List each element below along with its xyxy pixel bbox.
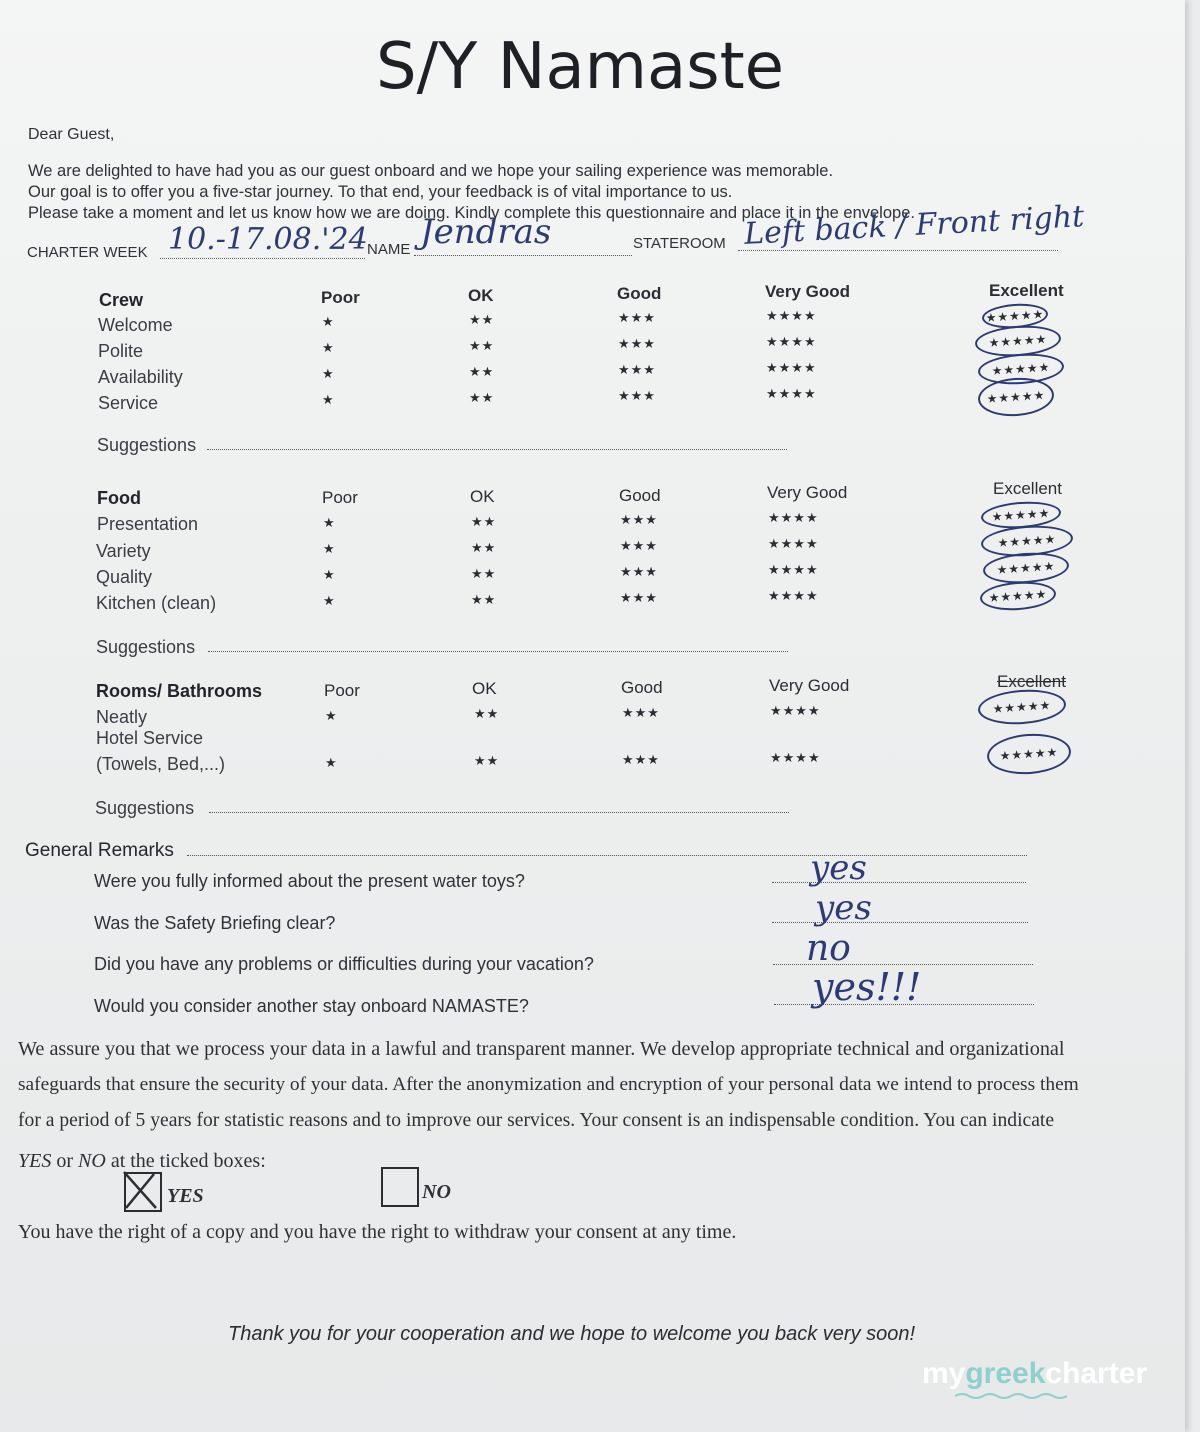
crew-suggestions-line[interactable] xyxy=(207,449,787,450)
rooms-neatly-excellent-circled[interactable]: ★★★★★ xyxy=(977,687,1067,727)
rooms-service-excellent-circled[interactable]: ★★★★★ xyxy=(986,731,1073,777)
rooms-neatly-poor[interactable]: ★ xyxy=(325,708,338,723)
rooms-neatly-good[interactable]: ★★★ xyxy=(622,705,660,720)
rooms-suggestions-label: Suggestions xyxy=(95,798,195,818)
crew-polite-ok[interactable]: ★★ xyxy=(469,338,495,353)
rooms-service-poor[interactable]: ★ xyxy=(325,755,338,770)
rooms-item-hotel-service: Hotel Service xyxy=(96,728,204,748)
name-label: NAME xyxy=(367,241,411,258)
food-variety-ok[interactable]: ★★ xyxy=(471,540,497,555)
crew-header-poor: Poor xyxy=(321,288,360,307)
rooms-header-poor: Poor xyxy=(324,681,360,700)
rooms-item-towels-bed: (Towels, Bed,...) xyxy=(96,754,226,774)
food-suggestions-line[interactable] xyxy=(208,651,788,652)
crew-item-service: Service xyxy=(98,393,159,413)
charter-week-field[interactable]: 10.-17.08.'24 xyxy=(168,222,368,257)
greeting: Dear Guest, xyxy=(28,126,115,143)
crew-welcome-good[interactable]: ★★★ xyxy=(618,310,656,325)
crew-polite-excellent-circled[interactable]: ★★★★★ xyxy=(974,323,1062,359)
wave-icon xyxy=(955,1392,1073,1400)
thank-you-message: Thank you for your cooperation and we hope to welcome you back very soon! xyxy=(228,1323,916,1345)
food-item-quality: Quality xyxy=(96,567,153,587)
privacy-line-2: safeguards that ensure the security of your data. After the anonymization and encryption of your personal data we intend to process them xyxy=(18,1074,1079,1095)
crew-item-welcome: Welcome xyxy=(98,315,173,335)
question-1-answer[interactable]: yes xyxy=(810,848,867,888)
food-quality-very-good[interactable]: ★★★★ xyxy=(768,562,819,577)
check-x-icon xyxy=(120,1168,160,1212)
consent-no-checkbox[interactable] xyxy=(381,1167,419,1207)
intro-line-2: Our goal is to offer you a five-star journey. To that end, your feedback is of vital importance to us. xyxy=(28,183,733,201)
question-2-text: Was the Safety Briefing clear? xyxy=(94,913,336,933)
crew-welcome-very-good[interactable]: ★★★★ xyxy=(766,308,817,323)
rooms-header-very-good: Very Good xyxy=(769,676,850,695)
crew-availability-poor[interactable]: ★ xyxy=(322,366,335,381)
food-presentation-good[interactable]: ★★★ xyxy=(620,512,658,527)
name-field[interactable]: Jendras xyxy=(420,212,552,252)
food-kitchen-good[interactable]: ★★★ xyxy=(620,590,658,605)
page-title: S/Y Namaste xyxy=(375,30,785,104)
rooms-neatly-ok[interactable]: ★★ xyxy=(474,706,500,721)
rooms-item-neatly: Neatly xyxy=(96,707,148,727)
crew-item-polite: Polite xyxy=(98,341,144,361)
crew-polite-good[interactable]: ★★★ xyxy=(618,336,656,351)
rooms-suggestions-line[interactable] xyxy=(209,812,789,813)
crew-service-poor[interactable]: ★ xyxy=(322,392,335,407)
crew-availability-very-good[interactable]: ★★★★ xyxy=(766,360,817,375)
rooms-header-good: Good xyxy=(621,678,663,697)
food-presentation-poor[interactable]: ★ xyxy=(323,515,336,530)
crew-availability-excellent-circled[interactable]: ★★★★★ xyxy=(977,351,1065,387)
consent-yes-checkbox[interactable] xyxy=(124,1172,162,1212)
rooms-header-excellent: Excellent xyxy=(997,672,1066,691)
intro-line-3: Please take a moment and let us know how we are doing. Kindly complete this questionnaire and place it in the envelope. xyxy=(28,204,915,222)
stateroom-field[interactable]: Left back / Front right xyxy=(743,199,1085,252)
crew-availability-good[interactable]: ★★★ xyxy=(618,362,656,377)
crew-header-excellent: Excellent xyxy=(989,281,1064,300)
crew-item-availability: Availability xyxy=(98,367,183,387)
crew-polite-very-good[interactable]: ★★★★ xyxy=(766,334,817,349)
food-header-ok: OK xyxy=(470,487,495,506)
food-kitchen-ok[interactable]: ★★ xyxy=(471,592,497,607)
crew-welcome-poor[interactable]: ★ xyxy=(322,314,335,329)
question-3-answer[interactable]: no xyxy=(806,928,851,969)
food-variety-excellent-circled[interactable]: ★★★★★ xyxy=(980,523,1074,559)
rooms-service-ok[interactable]: ★★ xyxy=(474,753,500,768)
section-food-title: Food xyxy=(97,488,141,508)
food-variety-very-good[interactable]: ★★★★ xyxy=(768,536,819,551)
question-4-answer[interactable]: yes!!! xyxy=(812,965,922,1009)
food-header-excellent: Excellent xyxy=(993,479,1062,498)
food-header-very-good: Very Good xyxy=(767,483,848,502)
stateroom-label: STATEROOM xyxy=(633,235,726,252)
food-item-variety: Variety xyxy=(96,541,151,561)
question-4-text: Would you consider another stay onboard NAMASTE? xyxy=(94,996,529,1016)
food-presentation-excellent-circled[interactable]: ★★★★★ xyxy=(980,499,1062,531)
food-quality-excellent-circled[interactable]: ★★★★★ xyxy=(982,550,1070,586)
crew-service-very-good[interactable]: ★★★★ xyxy=(766,386,817,401)
watermark-logo: mygreekcharter xyxy=(922,1357,1148,1390)
food-variety-poor[interactable]: ★ xyxy=(323,541,336,556)
intro-line-1: We are delighted to have had you as our guest onboard and we hope your sailing experience was memorable. xyxy=(28,162,834,180)
question-1-text: Were you fully informed about the present water toys? xyxy=(94,871,525,891)
crew-service-good[interactable]: ★★★ xyxy=(618,388,656,403)
question-2-answer[interactable]: yes xyxy=(815,888,872,928)
privacy-line-1: We assure you that we process your data in a lawful and transparent manner. We develop appropriate technical and organizational xyxy=(18,1038,1065,1060)
food-quality-poor[interactable]: ★ xyxy=(323,567,336,582)
charter-week-label: CHARTER WEEK xyxy=(27,244,148,261)
food-item-presentation: Presentation xyxy=(97,514,199,534)
food-header-poor: Poor xyxy=(322,488,358,507)
privacy-line-3: for a period of 5 years for statistic reasons and to improve our services. Your consent is an indispensable condition. You can indicate xyxy=(18,1110,1055,1131)
food-quality-ok[interactable]: ★★ xyxy=(471,566,497,581)
crew-header-ok: OK xyxy=(468,286,494,305)
section-crew-title: Crew xyxy=(99,290,144,310)
section-rooms-title: Rooms/ Bathrooms xyxy=(96,681,263,701)
food-presentation-very-good[interactable]: ★★★★ xyxy=(768,510,819,525)
food-kitchen-very-good[interactable]: ★★★★ xyxy=(768,588,819,603)
general-remarks-line[interactable] xyxy=(187,855,1027,856)
food-presentation-ok[interactable]: ★★ xyxy=(471,514,497,529)
general-remarks-label: General Remarks xyxy=(25,840,174,861)
rooms-service-very-good[interactable]: ★★★★ xyxy=(770,750,821,765)
food-kitchen-excellent-circled[interactable]: ★★★★★ xyxy=(979,579,1057,612)
consent-no-label: NO xyxy=(422,1181,451,1203)
question-3-text: Did you have any problems or difficulties during your vacation? xyxy=(94,954,594,974)
food-kitchen-poor[interactable]: ★ xyxy=(323,593,336,608)
crew-service-excellent-circled[interactable]: ★★★★★ xyxy=(977,375,1055,418)
crew-polite-poor[interactable]: ★ xyxy=(322,340,335,355)
food-item-kitchen: Kitchen (clean) xyxy=(96,593,217,613)
consent-yes-label: YES xyxy=(167,1185,204,1207)
food-quality-good[interactable]: ★★★ xyxy=(620,564,658,579)
copy-right-text: You have the right of a copy and you have the right to withdraw your consent at any time. xyxy=(18,1221,737,1243)
crew-header-very-good: Very Good xyxy=(765,282,851,301)
food-header-good: Good xyxy=(619,486,661,505)
food-suggestions-label: Suggestions xyxy=(96,637,196,657)
rooms-neatly-very-good[interactable]: ★★★★ xyxy=(770,703,821,718)
food-variety-good[interactable]: ★★★ xyxy=(620,538,658,553)
rooms-service-good[interactable]: ★★★ xyxy=(622,752,660,767)
crew-welcome-ok[interactable]: ★★ xyxy=(469,312,495,327)
crew-service-ok[interactable]: ★★ xyxy=(469,390,495,405)
crew-header-good: Good xyxy=(617,284,662,303)
crew-suggestions-label: Suggestions xyxy=(97,435,197,455)
crew-availability-ok[interactable]: ★★ xyxy=(469,364,495,379)
crew-welcome-excellent-circled[interactable]: ★★★★★ xyxy=(981,302,1049,331)
privacy-line-4: YES or NO at the ticked boxes: xyxy=(18,1150,266,1172)
rooms-header-ok: OK xyxy=(472,679,497,698)
